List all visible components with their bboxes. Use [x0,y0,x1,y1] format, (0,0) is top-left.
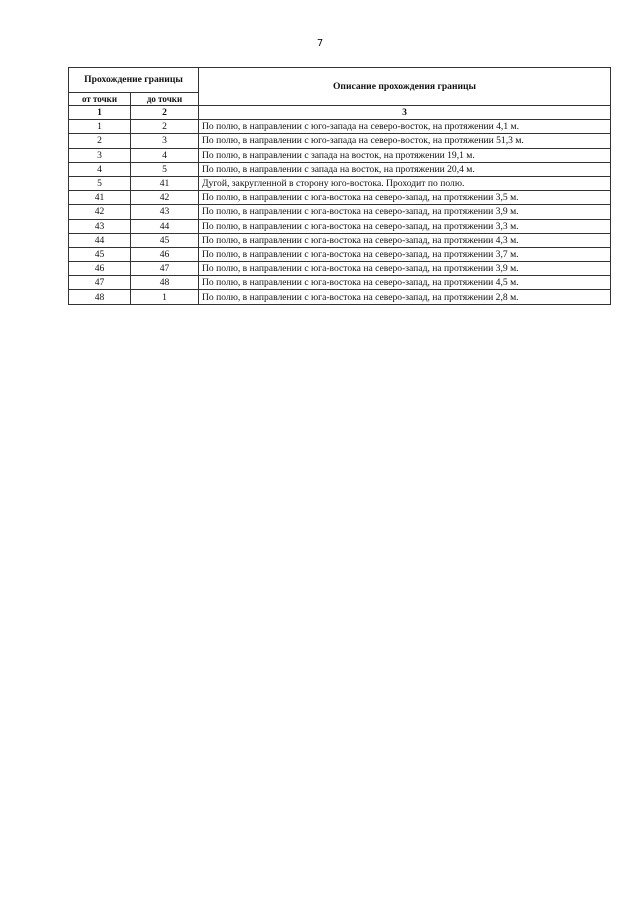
cell-description: По полю, в направлении с юга-востока на северо-запад, на протяжении 3,7 м. [199,247,611,261]
cell-to-point: 1 [131,290,199,304]
cell-to-point: 42 [131,191,199,205]
column-number: 3 [199,106,611,120]
cell-from-point: 1 [69,120,131,134]
cell-to-point: 5 [131,162,199,176]
table-row [69,247,611,261]
table-row [69,290,611,304]
cell-from-point: 43 [69,219,131,233]
cell-to-point: 44 [131,219,199,233]
cell-to-point: 2 [131,120,199,134]
table-row [69,148,611,162]
cell-description: По полю, в направлении с запада на восток, на протяжении 19,1 м. [199,148,611,162]
cell-description: По полю, в направлении с юга-востока на северо-запад, на протяжении 2,8 м. [199,290,611,304]
header-description-title: Описание прохождения границы [199,68,611,106]
cell-to-point: 45 [131,233,199,247]
column-number-row [69,106,611,120]
cell-from-point: 45 [69,247,131,261]
header-group-title: Прохождение границы [69,68,199,93]
table-row [69,205,611,219]
table-row [69,219,611,233]
cell-description: По полю, в направлении с юга-востока на северо-запад, на протяжении 3,9 м. [199,262,611,276]
table-row [69,120,611,134]
cell-description: Дугой, закругленной в сторону юго-востока. Проходит по полю. [199,176,611,190]
cell-to-point: 48 [131,276,199,290]
header-from-label: от точки [69,93,131,106]
table-row [69,134,611,148]
cell-description: По полю, в направлении с юга-востока на северо-запад, на протяжении 4,5 м. [199,276,611,290]
table-row [69,162,611,176]
cell-description: По полю, в направлении с юга-востока на северо-запад, на протяжении 4,3 м. [199,233,611,247]
boundary-table [68,67,611,305]
cell-to-point: 41 [131,176,199,190]
cell-from-point: 44 [69,233,131,247]
cell-to-point: 3 [131,134,199,148]
cell-to-point: 47 [131,262,199,276]
cell-from-point: 41 [69,191,131,205]
cell-description: По полю, в направлении с юга-востока на северо-запад, на протяжении 3,9 м. [199,205,611,219]
column-number: 1 [69,106,131,120]
cell-from-point: 3 [69,148,131,162]
cell-to-point: 46 [131,247,199,261]
cell-description: По полю, в направлении с запада на восток, на протяжении 20,4 м. [199,162,611,176]
page-number: 7 [316,38,324,49]
table-body [69,120,611,304]
cell-from-point: 5 [69,176,131,190]
cell-to-point: 4 [131,148,199,162]
cell-description: По полю, в направлении с юга-востока на северо-запад, на протяжении 3,5 м. [199,191,611,205]
table-header [69,68,611,120]
cell-from-point: 47 [69,276,131,290]
table-row [69,191,611,205]
table-row [69,276,611,290]
table-row [69,233,611,247]
cell-description: По полю, в направлении с юго-запада на северо-восток, на протяжении 4,1 м. [199,120,611,134]
cell-from-point: 4 [69,162,131,176]
cell-from-point: 2 [69,134,131,148]
cell-to-point: 43 [131,205,199,219]
cell-from-point: 42 [69,205,131,219]
cell-from-point: 48 [69,290,131,304]
cell-from-point: 46 [69,262,131,276]
cell-description: По полю, в направлении с юга-востока на северо-запад, на протяжении 3,3 м. [199,219,611,233]
column-number: 2 [131,106,199,120]
table-row [69,262,611,276]
table-row [69,176,611,190]
cell-description: По полю, в направлении с юго-запада на северо-восток, на протяжении 51,3 м. [199,134,611,148]
header-to-label: до точки [131,93,199,106]
